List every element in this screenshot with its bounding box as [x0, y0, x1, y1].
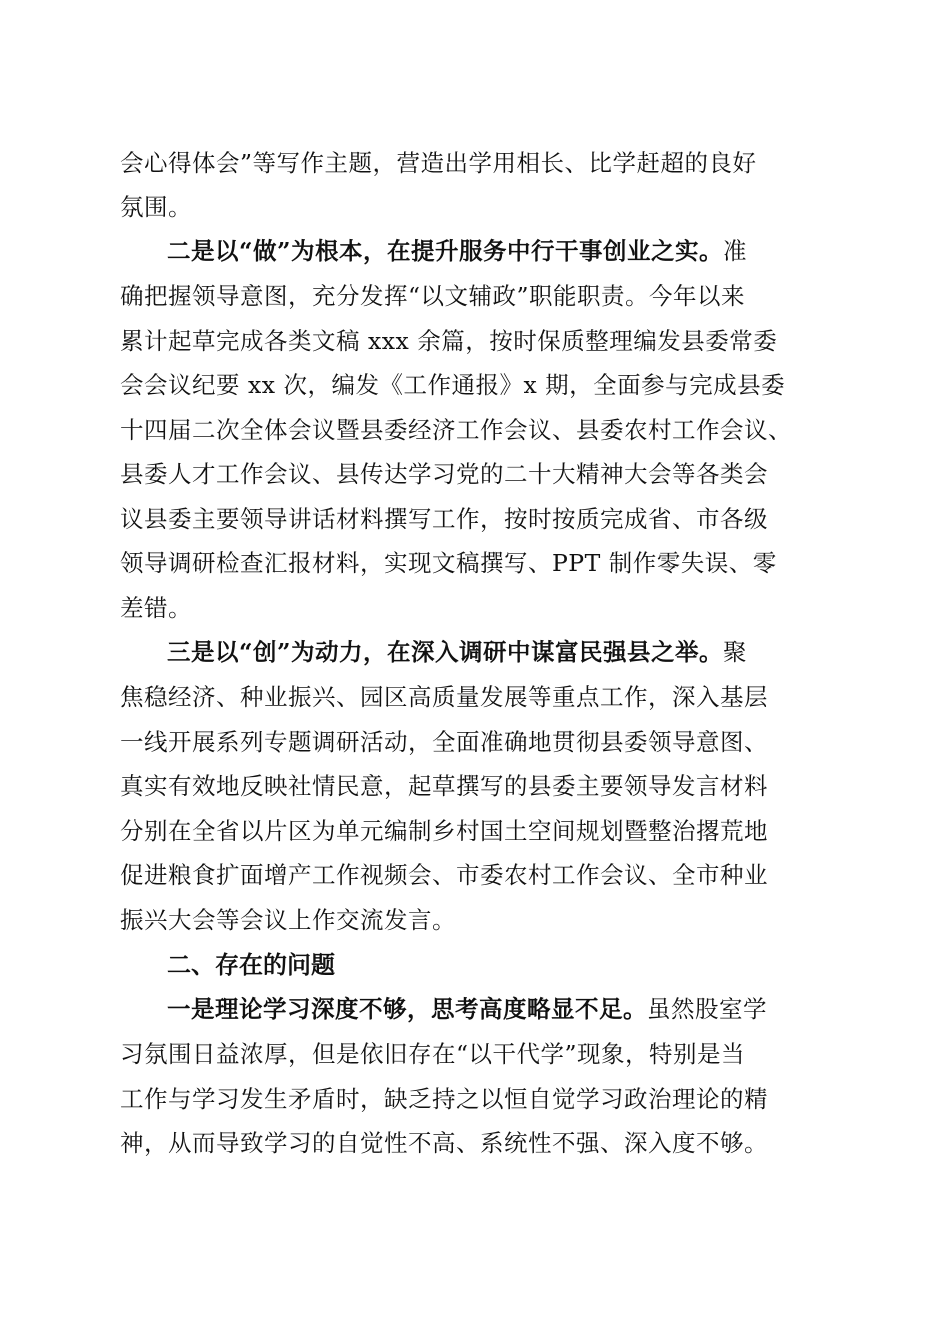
para2-line7: 议县委主要领导讲话材料撰写工作，按时按质完成省、市各级	[120, 505, 768, 533]
para2-line2: 确把握领导意图，充分发挥“以文辅政”职能职责。今年以来	[120, 282, 746, 310]
para3-lead: 三是以“创”为动力，在深入调研中谋富民强县之举。	[167, 638, 724, 666]
para2-line8: 领导调研检查汇报材料，实现文稿撰写、PPT 制作零失误、零	[120, 549, 777, 577]
para4-line3: 工作与学习发生矛盾时，缺乏持之以恒自觉学习政治理论的精	[120, 1085, 768, 1113]
para1-line1: 会心得体会”等写作主题，营造出学用相长、比学赶超的良好	[120, 149, 757, 177]
para4-line4: 神，从而导致学习的自觉性不高、系统性不强、深入度不够。	[120, 1129, 768, 1157]
para2-line5: 十四届二次全体会议暨县委经济工作会议、县委农村工作会议、	[120, 416, 792, 444]
para3-line1	[167, 637, 830, 667]
section2-heading: 二、存在的问题	[167, 951, 335, 979]
para4-line1-rest: 虽然股室学	[647, 995, 767, 1023]
para2-line9: 差错。	[120, 594, 192, 622]
para2-line3: 累计起草完成各类文稿 xxx 余篇，按时保质整理编发县委常委	[120, 327, 778, 355]
para3-line6: 促进粮食扩面增产工作视频会、市委农村工作会议、全市种业	[120, 861, 768, 889]
para4-line1	[167, 994, 830, 1024]
para2-line1-rest: 准	[723, 237, 748, 265]
para2-line6: 县委人才工作会议、县传达学习党的二十大精神大会等各类会	[120, 460, 768, 488]
para3-line3: 一线开展系列专题调研活动，全面准确地贯彻县委领导意图、	[120, 728, 768, 756]
para2-line1	[167, 236, 830, 266]
para2-lead: 二是以“做”为根本，在提升服务中行干事创业之实。	[167, 237, 724, 265]
para4-line2: 习氛围日益浓厚，但是依旧存在“以干代学”现象，特别是当	[120, 1040, 746, 1068]
para1-line2: 氛围。	[120, 193, 192, 221]
para3-line7: 振兴大会等会议上作交流发言。	[120, 906, 456, 934]
para3-line2: 焦稳经济、种业振兴、园区高质量发展等重点工作，深入基层	[120, 683, 768, 711]
para4-lead: 一是理论学习深度不够，思考高度略显不足。	[167, 995, 647, 1023]
para3-line1-rest: 聚	[723, 638, 748, 666]
para2-line4: 会会议纪要 xx 次，编发《工作通报》x 期，全面参与完成县委	[120, 371, 786, 399]
para3-line5: 分别在全省以片区为单元编制乡村国土空间规划暨整治撂荒地	[120, 817, 768, 845]
para3-line4: 真实有效地反映社情民意，起草撰写的县委主要领导发言材料	[120, 772, 768, 800]
